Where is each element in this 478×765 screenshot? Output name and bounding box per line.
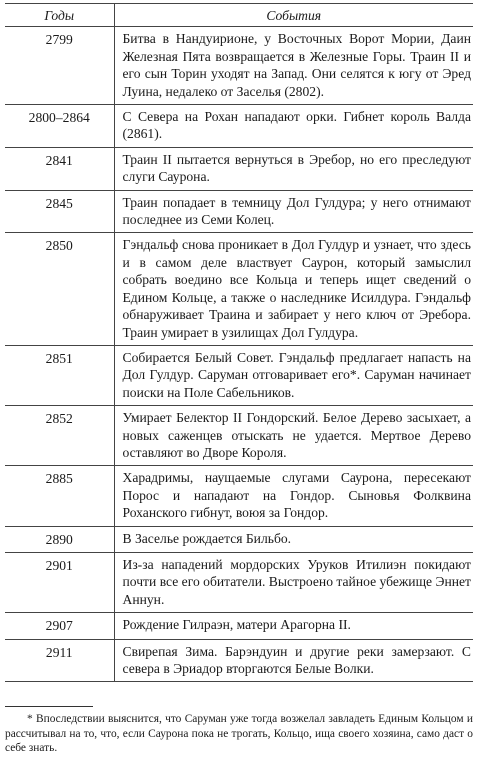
table-row bbox=[5, 147, 473, 190]
event-cell: С Севера на Рохан нападают орки. Гибнет король Валда (2861). bbox=[114, 105, 473, 148]
event-cell: Траин II пытается вернуться в Эребор, но его преследуют слуги Саурона. bbox=[114, 147, 473, 190]
page bbox=[5, 3, 473, 682]
footnote: * Впоследствии выяснится, что Саруман уже тогда возжелал завладеть Единым Кольцом и рассчитывал на то, что, если Саурона пока не трогать, Кольцо, ища своего хозяина, само даст о себе знать. bbox=[5, 713, 473, 755]
year-cell: 2800–2864 bbox=[5, 105, 114, 148]
event-cell: Гэндальф снова проникает в Дол Гулдур и узнает, что здесь и в самом деле властвует Саурон, который замыслил собрать воедино все Кольца и теперь ищет сведений о Едином Кольце, а также о наследнике Исилдура. Гэндальф обнаруживает Траина и забирает у него ключ от Эребора. Траин умирает в узилищах Дол Гулдура. bbox=[114, 233, 473, 345]
table-row bbox=[5, 27, 473, 105]
table-row bbox=[5, 190, 473, 233]
table-row bbox=[5, 526, 473, 552]
year-cell: 2851 bbox=[5, 345, 114, 405]
event-cell: Умирает Белектор II Гондорский. Белое Дерево засыхает, а новых саженцев отыскать не удается. Мертвое Дерево оставляют во Дворе Короля. bbox=[114, 406, 473, 466]
year-cell: 2901 bbox=[5, 552, 114, 612]
table-row bbox=[5, 639, 473, 682]
header-events: События bbox=[114, 4, 473, 27]
event-cell: Харадримы, наущаемые слугами Саурона, пересекают Порос и нападают на Гондор. Сыновья Фолквина Роханского гибнут, воюя за Гондор. bbox=[114, 466, 473, 526]
event-cell: Траин попадает в темницу Дол Гулдура; у него отнимают последнее из Семи Колец. bbox=[114, 190, 473, 233]
year-cell: 2907 bbox=[5, 613, 114, 639]
table-row bbox=[5, 105, 473, 148]
table-row bbox=[5, 552, 473, 612]
year-cell: 2841 bbox=[5, 147, 114, 190]
year-cell: 2799 bbox=[5, 27, 114, 105]
table-row bbox=[5, 613, 473, 639]
year-cell: 2911 bbox=[5, 639, 114, 682]
table-row bbox=[5, 233, 473, 345]
year-cell: 2890 bbox=[5, 526, 114, 552]
event-cell: В Заселье рождается Бильбо. bbox=[114, 526, 473, 552]
table-body bbox=[5, 27, 473, 682]
event-cell: Рождение Гилраэн, матери Арагорна II. bbox=[114, 613, 473, 639]
event-cell: Из-за нападений мордорских Уруков Итилиэн покидают почти все его обитатели. Выстроено тайное убежище Эннет Аннун. bbox=[114, 552, 473, 612]
table-row bbox=[5, 466, 473, 526]
header-years: Годы bbox=[5, 4, 114, 27]
table-row bbox=[5, 406, 473, 466]
footnote-divider bbox=[5, 706, 93, 707]
chronology-table bbox=[5, 3, 473, 682]
event-cell: Битва в Нандуирионе, у Восточных Ворот Мории, Даин Железная Пята возвращается в Железные Горы. Траин II и его сын Торин уходят на Запад. Они селятся к югу от Эред Луина, недалеко от Заселья (2802). bbox=[114, 27, 473, 105]
table-row bbox=[5, 345, 473, 405]
event-cell: Собирается Белый Совет. Гэндальф предлагает напасть на Дол Гулдур. Саруман отговаривает его*. Саруман начинает поиски на Поле Сабельников. bbox=[114, 345, 473, 405]
year-cell: 2885 bbox=[5, 466, 114, 526]
year-cell: 2852 bbox=[5, 406, 114, 466]
year-cell: 2850 bbox=[5, 233, 114, 345]
event-cell: Свирепая Зима. Барэндуин и другие реки замерзают. С севера в Эриадор вторгаются Белые Волки. bbox=[114, 639, 473, 682]
year-cell: 2845 bbox=[5, 190, 114, 233]
table-header-row bbox=[5, 4, 473, 27]
